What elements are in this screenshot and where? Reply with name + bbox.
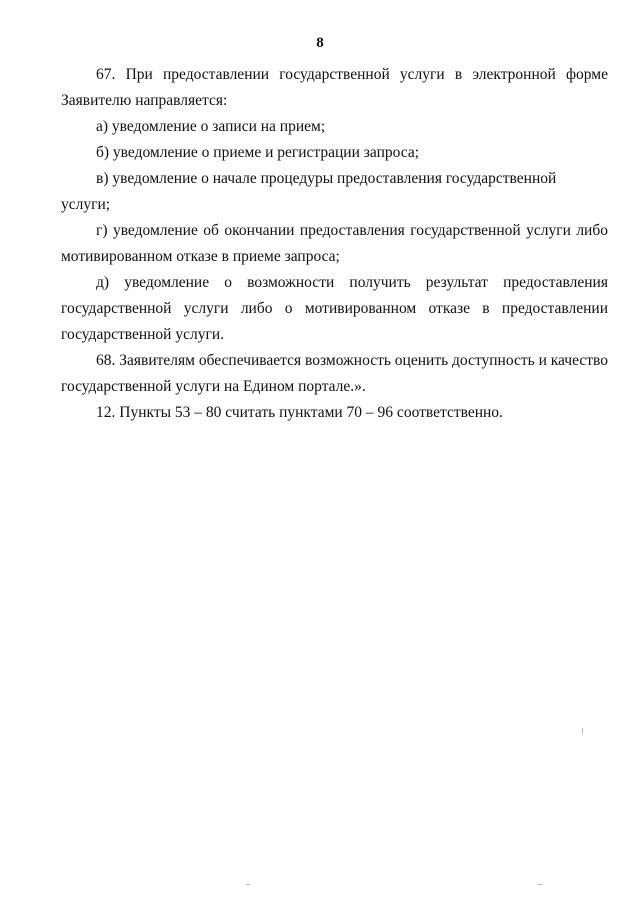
- list-item-v: в) уведомление о начале процедуры предоставления государственной услуги;: [61, 170, 557, 213]
- list-item-b: б) уведомление о приеме и регистрации запроса;: [96, 144, 420, 161]
- paragraph-68: [61, 348, 608, 400]
- list-item-d: [61, 270, 608, 348]
- list-item-g: [61, 218, 608, 270]
- paragraph-68-line-1: 68. Заявителям обеспечивается возможность оценить доступность и качество: [96, 352, 608, 369]
- list-item-g-line-1: г) уведомление об окончании предоставления государственной услуги либо: [96, 222, 608, 239]
- page-number: 8: [316, 35, 324, 51]
- paragraph-67-line-2: Заявителю направляется:: [61, 92, 228, 109]
- paragraph-12: 12. Пункты 53 – 80 считать пунктами 70 – 96 соответственно.: [96, 404, 503, 421]
- paragraph-67-line-1: 67. При предоставлении государственной услуги в электронной форме: [96, 66, 608, 83]
- scan-speck: [246, 884, 250, 885]
- scan-speck: [538, 884, 543, 885]
- list-item-d-line-2: государственной услуги либо о мотивированном отказе в предоставлении: [61, 300, 608, 317]
- list-item-a: а) уведомление о записи на прием;: [96, 118, 326, 135]
- document-body: [61, 62, 608, 426]
- paragraph-67: [61, 62, 608, 114]
- list-item-d-line-3: государственной услуги.: [61, 326, 224, 343]
- paragraph-68-line-2: государственной услуги на Едином портале.».: [61, 378, 366, 395]
- list-item-d-line-1: д) уведомление о возможности получить результат предоставления: [96, 274, 608, 291]
- scan-speck: [582, 728, 583, 734]
- list-item-g-line-2: мотивированном отказе в приеме запроса;: [61, 248, 340, 265]
